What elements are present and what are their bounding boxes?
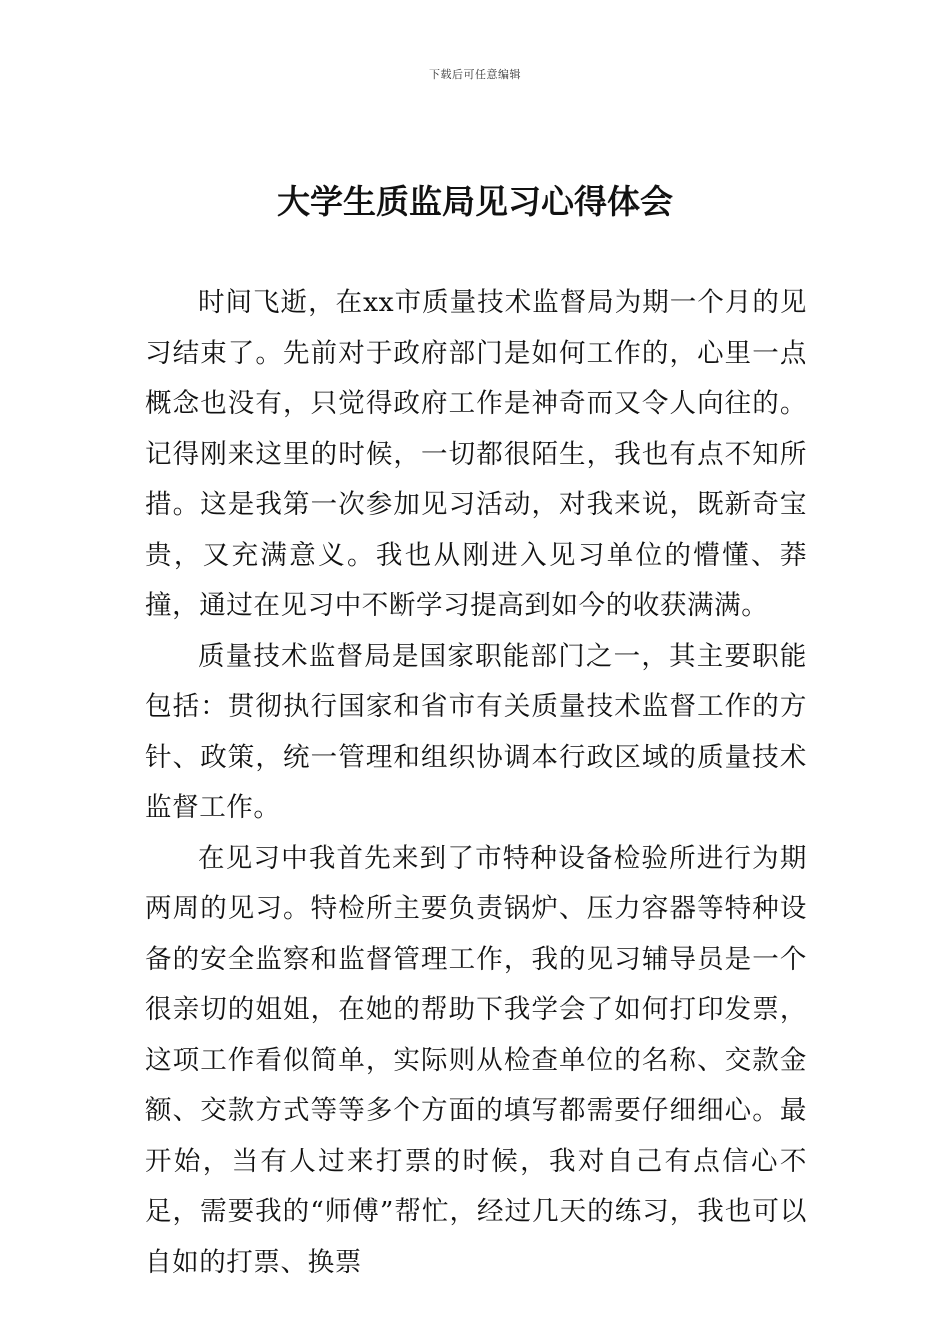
paragraph: 在见习中我首先来到了市特种设备检验所进行为期两周的见习。特检所主要负责锅炉、压力容器等特种设备的安全监察和监督管理工作，我的见习辅导员是一个很亲切的姐姐，在她的帮助下我学会了如何打印发票，这项工作看似简单，实际则从检查单位的名称、交款金额、交款方式等等多个方面的填写都需要仔细细心。最开始，当有人过来打票的时候，我对自己有点信心不足，需要我的“师傅”帮忙，经过几天的练习，我也可以自如的打票、换票 bbox=[145, 842, 807, 1278]
paragraph: 时间飞逝，在xx市质量技术监督局为期一个月的见习结束了。先前对于政府部门是如何工作的，心里一点概念也没有，只觉得政府工作是神奇而又令人向往的。记得刚来这里的时候，一切都很陌生，我也有点不知所措。这是我第一次参加见习活动，对我来说，既新奇宝贵，又充满意义。我也从刚进入见习单位的懵懂、莽撞，通过在见习中不断学习提高到如今的收获满满。 bbox=[145, 287, 807, 621]
header-note: 下载后可任意编辑 bbox=[429, 68, 521, 81]
document-body bbox=[145, 278, 807, 1288]
document-title: 大学生质监局见习心得体会 bbox=[277, 182, 673, 221]
paragraph: 质量技术监督局是国家职能部门之一，其主要职能包括：贯彻执行国家和省市有关质量技术监督工作的方针、政策，统一管理和组织协调本行政区域的质量技术监督工作。 bbox=[145, 640, 807, 823]
